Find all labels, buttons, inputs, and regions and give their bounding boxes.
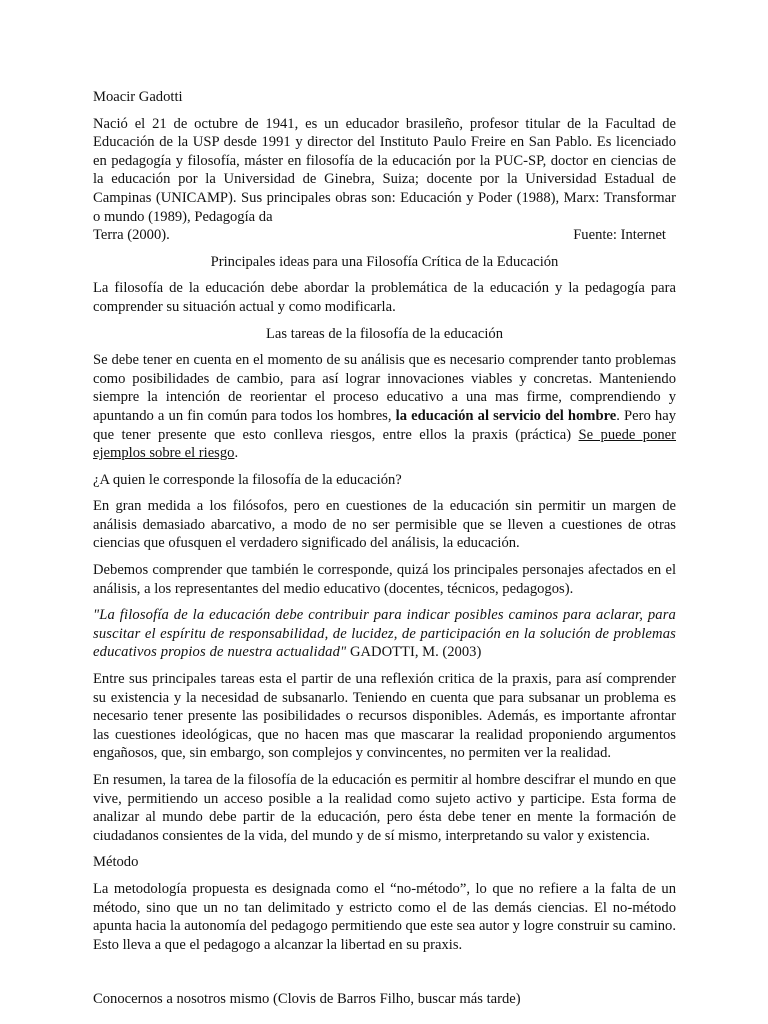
paragraph-summary: En resumen, la tarea de la filosofía de la educación es permitir al hombre descifrar el mundo en que vive, permitiendo un acceso posible a la realidad como sujeto activo y participe. Esta forma de analizar al mundo debe partir de la educación, pero ésta debe tener en mente la formación de ciudadanos consientes de la vida, del mundo y de sí mismo, interpretando su valor y existencia. [93,772,676,844]
paragraph-tasks-end: . [234,445,239,462]
section-heading-tasks: Las tareas de la filosofía de la educación [265,325,504,342]
document-title: Moacir Gadotti [93,89,183,105]
bold-phrase: la educación al servicio del hombre [395,407,617,424]
question-line: ¿A quien le corresponde la filosofía de la educación? [93,471,402,488]
gadotti-quote [93,606,676,662]
document-page [93,88,676,1017]
section-heading-method: Método [93,854,139,871]
paragraph-tasks-text: Se debe tener en cuenta en el momento de su análisis que es necesario comprender tanto problemas como posibilidades de cambio, para así lograr innovaciones viables y concretas. Manteniendo siempre la intención de reorientar el proceso educativo a una mas firme, comprendiendo y apuntando a un fin común para todos los hombres, [93,352,676,424]
underlined-note: Se puede poner ejemplos sobre el riesgo [93,426,677,462]
paragraph-method: La metodología propuesta es designada como el “no-método”, lo que no refiere a la falta de un método, sino que un no tan delimitado y estricto como el de las demás ciencias. El no-método apunta hacia la autonomía del pedagogo permitiendo que este sea autor y logre construir su camino. Esto lleva a que el pedagogo a alcanzar la libertad en su praxis. [93,880,676,953]
paragraph-tasks-text-2: . Pero hay que tener presente que esto conlleva riesgos, entre ellos la praxis (práctica) [93,407,676,443]
quote-text: "La filosofía de la educación debe contribuir para indicar posibles caminos para aclarar, para suscitar el espíritu de responsabilidad, de lucidez, de participación en la solución de problemas educativos propios de nuestra actualidad" [93,607,676,661]
bio-paragraph [93,115,676,245]
bio-text: Nació el 21 de octubre de 1941, es un educador brasileño, profesor titular de la Facultad de Educación de la USP desde 1991 y director del Instituto Paulo Freire en San Pablo. Es licenciado en pedagogía y filosofía, máster en filosofía de la educación por la PUC-SP, doctor en ciencias de la educación por la Universidad de Ginebra, Suiza; docente por la Universidad Estadual de Campinas (UNICAMP). Sus principales obras son: Educación y Poder (1988), Marx: Transformar o mundo (1989), Pedagogía da [93,115,676,225]
source-label: Fuente: Internet [573,227,666,244]
blank-spacer [93,962,676,990]
bio-last-line-text: Terra (2000). [93,227,170,244]
paragraph-educational-representatives: Debemos comprender que también le corresponde, quizá los principales personajes afectados en el análisis, a los representantes del medio educativo (docentes, técnicos, pedagogos). [93,562,676,597]
paragraph-tasks [93,351,676,463]
quote-citation: GADOTTI, M. (2003) [346,644,482,661]
section-heading-critical-philosophy: Principales ideas para una Filosofía Crítica de la Educación [210,253,559,270]
paragraph-philosophers: En gran medida a los filósofos, pero en cuestiones de la educación sin permitir un margen de análisis demasiado abarcativo, a modo de no ser permisible que se lleven a cuestiones de otras ciencias que ofusquen el verdadero significado del análisis, la educación. [93,498,676,552]
bio-last-line [93,226,676,245]
paragraph-main-tasks: Entre sus principales tareas esta el partir de una reflexión critica de la praxis, para así comprender su existencia y la necesidad de subsanarlo. Teniendo en cuenta que para subsanar un problema es necesario tener presente las posibilidades o recursos disponibles. Además, es importante afrontar las cuestiones ideológicas, que no hacen mas que mascarar la realidad proponiendo argumentos engañosos, que, sin embargo, son complejos y convincentes, no permiten ver la realidad. [93,671,676,762]
final-note: Conocernos a nosotros mismo (Clovis de Barros Filho, buscar más tarde) [93,991,521,1008]
paragraph-philosophy-approach: La filosofía de la educación debe abordar la problemática de la educación y la pedagogía para comprender su situación actual y como modificarla. [93,280,676,315]
